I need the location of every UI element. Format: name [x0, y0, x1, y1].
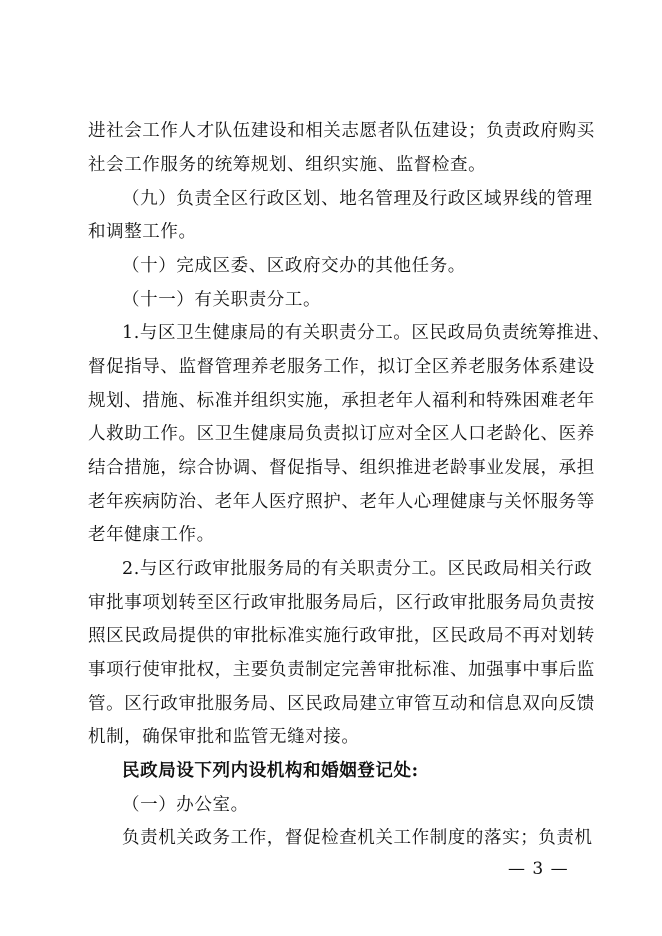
text-line: 审批事项划转至区行政审批服务局后，区行政审批服务局负责按 [88, 593, 595, 613]
text-line: 机制，确保审批和监管无缝对接。 [88, 727, 360, 747]
text-line: （九）负责全区行政区划、地名管理及行政区域界线的管理 [122, 189, 593, 209]
text-line: （一）办公室。 [122, 795, 249, 815]
text-line: 进社会工作人才队伍建设和相关志愿者队伍建设；负责政府购买 [88, 121, 595, 141]
text-line: （十一）有关职责分工。 [122, 290, 322, 310]
text-line: 结合措施，综合协调、督促指导、组织推进老龄事业发展，承担 [88, 458, 595, 478]
text-line: 管。区行政审批服务局、区民政局建立审管互动和信息双向反馈 [88, 694, 595, 714]
text-line: 1.与区卫生健康局的有关职责分工。区民政局负责统筹推进、 [122, 323, 611, 343]
text-line: 人救助工作。区卫生健康局负责拟订应对全区人口老龄化、医养 [88, 424, 595, 444]
page-number: — 3 — [508, 859, 569, 879]
text-line: 照区民政局提供的审批标准实施行政审批，区民政局不再对划转 [88, 626, 595, 646]
text-line: 老年健康工作。 [88, 525, 215, 545]
text-line: 社会工作服务的统筹规划、组织实施、监督检查。 [88, 155, 487, 175]
text-line: 2.与区行政审批服务局的有关职责分工。区民政局相关行政 [122, 559, 593, 579]
text-line: 规划、措施、标准并组织实施，承担老年人福利和特殊困难老年 [88, 391, 595, 411]
text-line: 负责机关政务工作，督促检查机关工作制度的落实；负责机 [122, 828, 593, 848]
text-line: 和调整工作。 [88, 222, 197, 242]
text-line: （十）完成区委、区政府交办的其他任务。 [122, 256, 466, 276]
text-line: 督促指导、监督管理养老服务工作，拟订全区养老服务体系建设 [88, 357, 595, 377]
text-line: 老年疾病防治、老年人医疗照护、老年人心理健康与关怀服务等 [88, 492, 595, 512]
section-heading: 民政局设下列内设机构和婚姻登记处: [122, 761, 419, 781]
text-line: 事项行使审批权，主要负责制定完善审批标准、加强事中事后监 [88, 660, 595, 680]
